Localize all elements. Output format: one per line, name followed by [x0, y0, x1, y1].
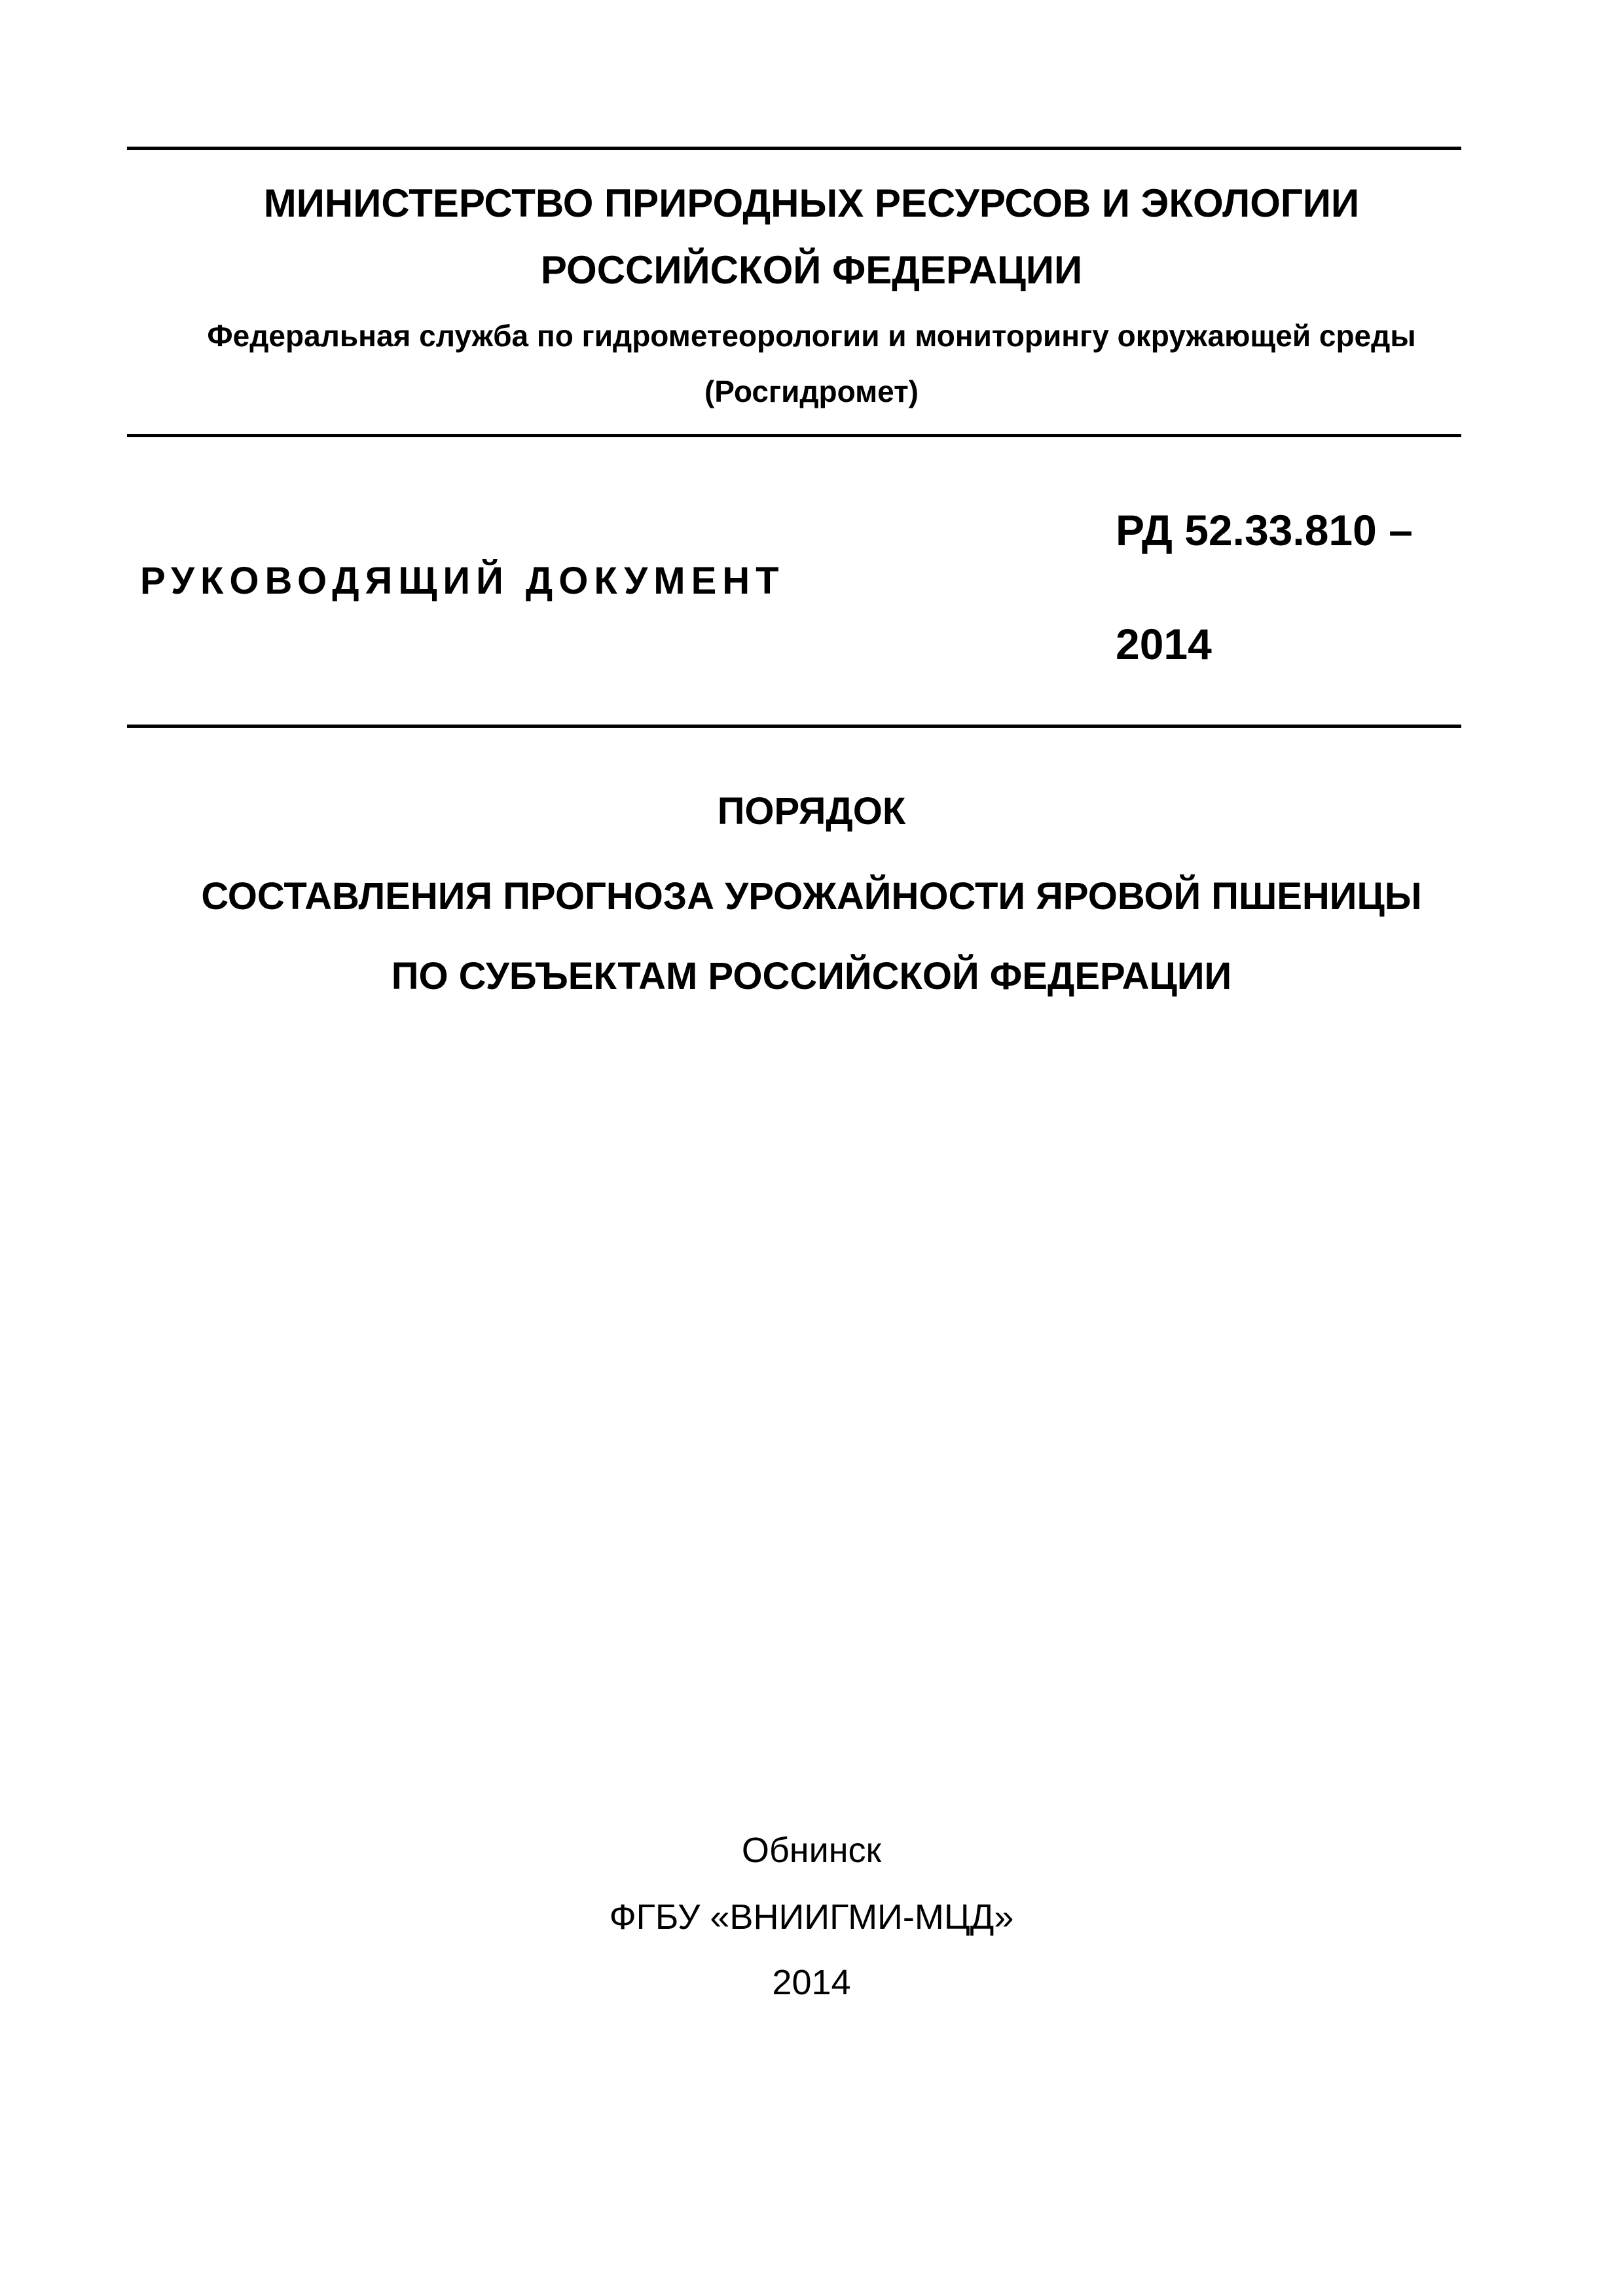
top-divider: [127, 147, 1461, 150]
service-name-line-1: Федеральная служба по гидрометеорологии и мониторингу окружающей среды: [207, 319, 1416, 353]
document-number-line-1: РД 52.33.810 –: [1116, 506, 1413, 554]
document-id-divider: [127, 725, 1461, 728]
document-title-line-1: ПОРЯДОК: [717, 790, 906, 833]
imprint-publisher: ФГБУ «ВНИИГМИ-МЦД»: [609, 1897, 1014, 1937]
imprint-place: Обнинск: [741, 1831, 882, 1870]
ministry-name-line-2: РОССИЙСКОЙ ФЕДЕРАЦИИ: [540, 248, 1083, 292]
imprint-year: 2014: [772, 1963, 851, 2002]
document-title-line-2: СОСТАВЛЕНИЯ ПРОГНОЗА УРОЖАЙНОСТИ ЯРОВОЙ ПШЕНИЦЫ: [201, 875, 1422, 918]
document-title-line-3: ПО СУБЪЕКТАМ РОССИЙСКОЙ ФЕДЕРАЦИИ: [391, 955, 1232, 997]
document-type: РУКОВОДЯЩИЙ ДОКУМЕНТ: [140, 560, 785, 602]
ministry-name-line-1: МИНИСТЕРСТВО ПРИРОДНЫХ РЕСУРСОВ И ЭКОЛОГИИ: [263, 181, 1360, 225]
document-number-line-2: 2014: [1116, 620, 1212, 668]
service-name-line-2: (Росгидромет): [704, 374, 919, 408]
header-divider: [127, 434, 1461, 437]
